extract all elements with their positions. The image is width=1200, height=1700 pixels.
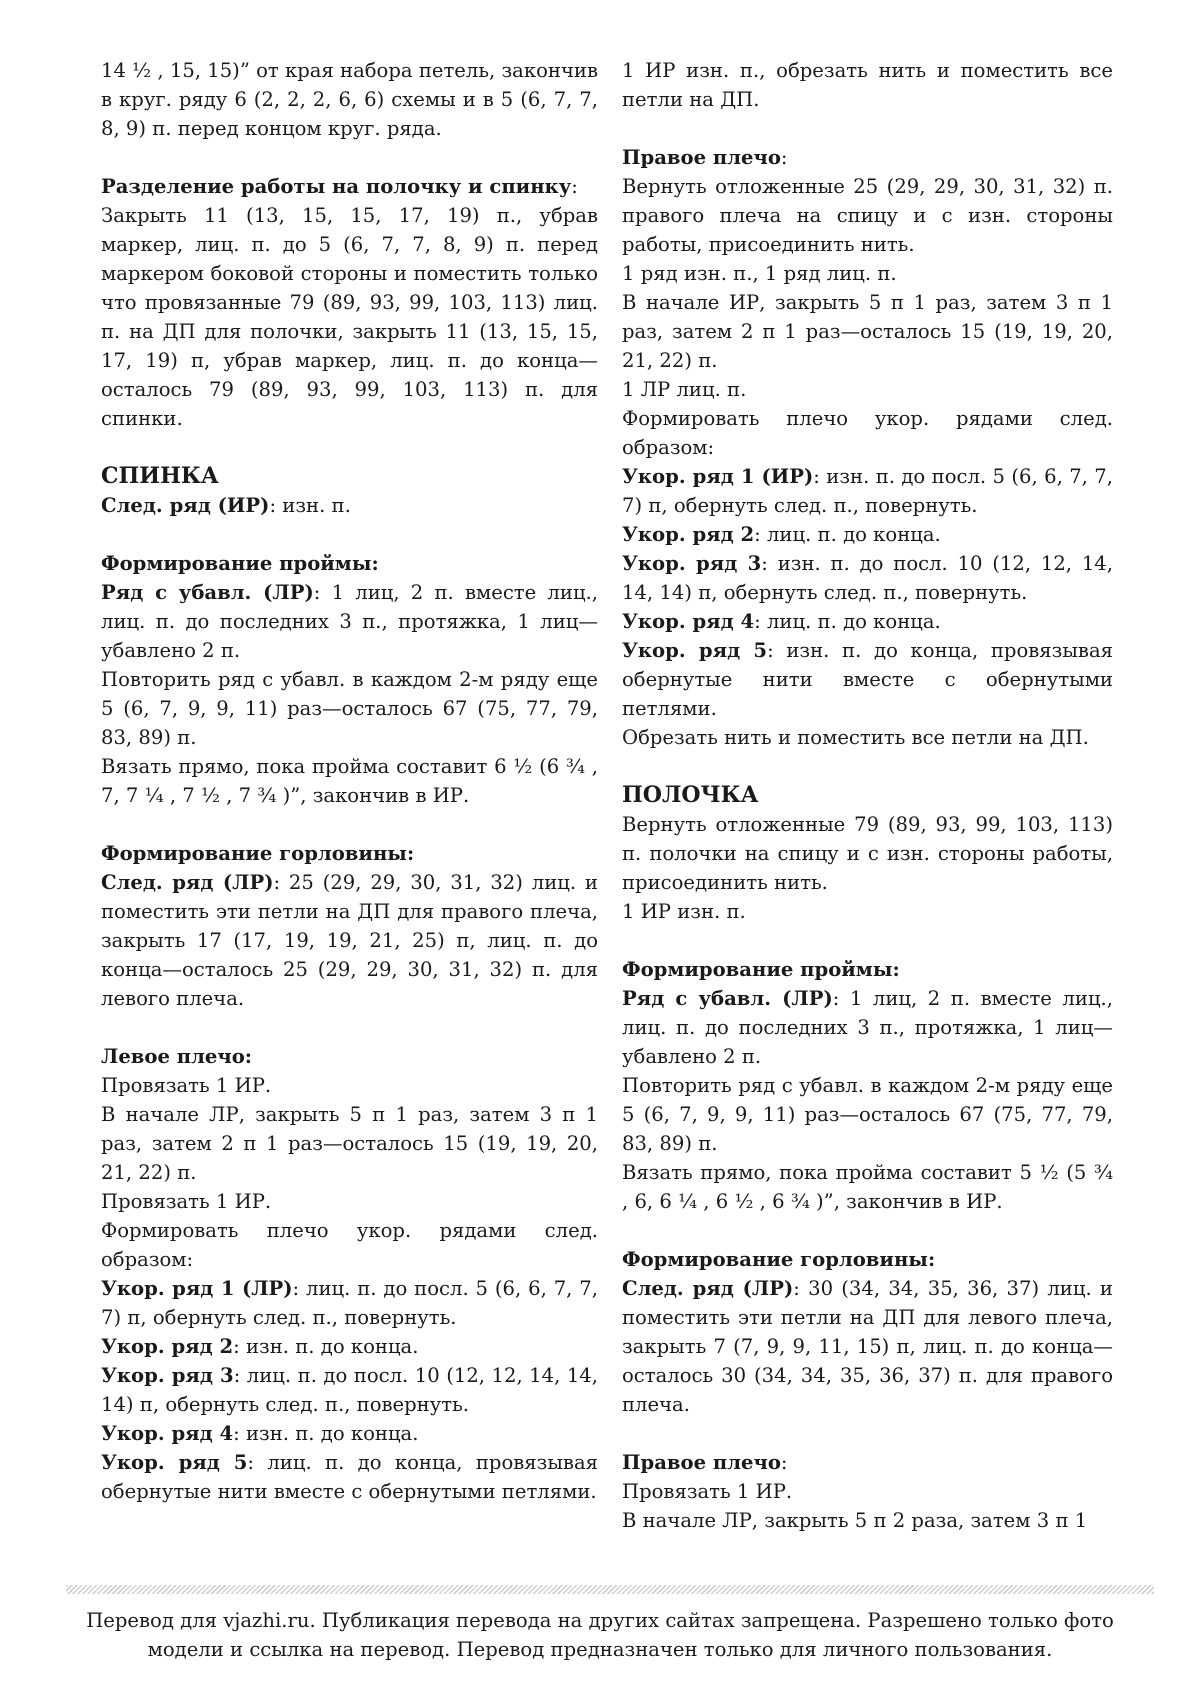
row-label: След. ряд (ЛР) <box>101 871 274 894</box>
instruction-row: След. ряд (ИР): изн. п. <box>101 494 351 517</box>
section-division: Разделение работы на полочку и спинку: <box>101 175 578 198</box>
row-label: Ряд с убавл. (ЛР) <box>101 581 314 604</box>
paragraph: 14 ½ , 15, 15)” от края набора петель, закончив в круг. ряду 6 (2, 2, 2, 6, 6) схемы и в 5 (6, 7, 7, 8, 9) п. перед концом круг. ряда. <box>101 59 598 140</box>
row-label: След. ряд (ИР) <box>101 494 270 517</box>
paragraph: 1 ЛР лиц. п. <box>622 378 747 401</box>
instruction-row: Ряд с убавл. (ЛР): 1 лиц, 2 п. вместе лиц., лиц. п. до последних 3 п., протяжка, 1 лиц—убавлено 2 п. <box>622 987 1113 1068</box>
paragraph: В начале ЛР, закрыть 5 п 1 раз, затем 3 п 1 раз, затем 2 п 1 раз—осталось 15 (19, 19, 20, 21, 22) п. <box>101 1103 598 1184</box>
section-heading-armhole: Формирование проймы: <box>101 552 379 575</box>
paragraph: Вязать прямо, пока пройма составит 5 ½ (5 ¾ , 6, 6 ¼ , 6 ½ , 6 ¾ )”, закончив в ИР. <box>622 1161 1113 1213</box>
instruction-row: Укор. ряд 1 (ЛР): лиц. п. до посл. 5 (6, 6, 7, 7, 7) п, обернуть след. п., повернуть. <box>101 1277 598 1329</box>
instruction-row: Укор. ряд 4: лиц. п. до конца. <box>622 610 941 633</box>
row-label: Укор. ряд 5 <box>622 639 768 662</box>
paragraph: 1 ИР изн. п. <box>622 900 746 923</box>
row-label: Укор. ряд 4 <box>622 610 755 633</box>
instruction-row: Укор. ряд 5: лиц. п. до конца, провязывая обернутые нити вместе с обернутыми петлями. <box>101 1451 599 1503</box>
paragraph: Обрезать нить и поместить все петли на ДП. <box>622 726 1089 749</box>
paragraph: 1 ИР изн. п., обрезать нить и поместить все петли на ДП. <box>622 59 1113 111</box>
row-label: Укор. ряд 5 <box>101 1451 248 1474</box>
right-column <box>622 56 1113 1535</box>
row-label: Укор. ряд 2 <box>101 1335 234 1358</box>
row-label: След. ряд (ЛР) <box>622 1277 794 1300</box>
left-column <box>101 56 598 1506</box>
paragraph: Повторить ряд с убавл. в каждом 2-м ряду еще 5 (6, 7, 9, 9, 11) раз—осталось 67 (75, 77, 79, 83, 89) п. <box>101 668 598 749</box>
paragraph: В начале ЛР, закрыть 5 п 2 раза, затем 3 п 1 <box>622 1509 1088 1532</box>
section-right-shoulder-front: Правое плечо: <box>622 1451 788 1474</box>
paragraph: 1 ряд изн. п., 1 ряд лиц. п. <box>622 262 897 285</box>
row-label: Укор. ряд 1 (ЛР) <box>101 1277 293 1300</box>
paragraph: Формировать плечо укор. рядами след. образом: <box>622 407 1113 459</box>
section-heading-armhole: Формирование проймы: <box>622 958 900 981</box>
instruction-row: Укор. ряд 3: изн. п. до посл. 10 (12, 12, 14, 14, 14) п, обернуть след. п., повернуть. <box>622 552 1113 604</box>
section-heading: Правое плечо <box>622 146 781 169</box>
section-heading-neck: Формирование горловины: <box>101 842 415 865</box>
paragraph: Провязать 1 ИР. <box>101 1190 272 1213</box>
paragraph: Вернуть отложенные 79 (89, 93, 99, 103, 113) п. полочки на спицу и с изн. стороны работы, присоединить нить. <box>622 813 1113 894</box>
footer-note: Перевод для vjazhi.ru. Публикация перевода на других сайтах запрещена. Разрешено только фото модели и ссылка на перевод. Перевод предназначен только для личного пользования. <box>86 1609 1114 1661</box>
instruction-row: След. ряд (ЛР): 30 (34, 34, 35, 36, 37) лиц. и поместить эти петли на ДП для левого плеча, закрыть 7 (7, 9, 9, 11, 15) п, лиц. п. до конца—осталось 30 (34, 34, 35, 36, 37) п. для правого плеча. <box>622 1277 1113 1416</box>
footer-divider <box>66 1585 1154 1594</box>
instruction-row: След. ряд (ЛР): 25 (29, 29, 30, 31, 32) лиц. и поместить эти петли на ДП для правого плеча, закрыть 17 (17, 19, 19, 21, 25) п, лиц. п. до конца—осталось 25 (29, 29, 30, 31, 32) п. для левого плеча. <box>101 871 598 1010</box>
instruction-row: Укор. ряд 2: лиц. п. до конца. <box>622 523 941 546</box>
section-title-front: ПОЛОЧКА <box>622 782 759 808</box>
section-heading: Правое плечо <box>622 1451 781 1474</box>
paragraph: Провязать 1 ИР. <box>101 1074 272 1097</box>
paragraph: В начале ИР, закрыть 5 п 1 раз, затем 3 п 1 раз, затем 2 п 1 раз—осталось 15 (19, 19, 20, 21, 22) п. <box>622 291 1113 372</box>
paragraph: Закрыть 11 (13, 15, 15, 17, 19) п., убрав маркер, лиц. п. до 5 (6, 7, 7, 8, 9) п. перед маркером боковой стороны и поместить только что провязанные 79 (89, 93, 99, 103, 113) лиц. п. на ДП для полочки, закрыть 11 (13, 15, 15, 17, 19) п, убрав маркер, лиц. п. до конца—осталось 79 (89, 93, 99, 103, 113) п. для спинки. <box>101 204 598 430</box>
paragraph: Провязать 1 ИР. <box>622 1480 793 1503</box>
instruction-row: Укор. ряд 1 (ИР): изн. п. до посл. 5 (6, 6, 7, 7, 7) п, обернуть след. п., повернуть. <box>622 465 1113 517</box>
paragraph: Вернуть отложенные 25 (29, 29, 30, 31, 32) п. правого плеча на спицу и с изн. стороны работы, присоединить нить. <box>622 175 1113 256</box>
instruction-row: Укор. ряд 2: изн. п. до конца. <box>101 1335 419 1358</box>
instruction-row: Укор. ряд 4: изн. п. до конца. <box>101 1422 419 1445</box>
paragraph: Повторить ряд с убавл. в каждом 2-м ряду еще 5 (6, 7, 9, 9, 11) раз—осталось 67 (75, 77, 79, 83, 89) п. <box>622 1074 1113 1155</box>
section-title-back: СПИНКА <box>101 463 219 489</box>
paragraph: Вязать прямо, пока пройма составит 6 ½ (6 ¾ , 7, 7 ¼ , 7 ½ , 7 ¾ )”, закончив в ИР. <box>101 755 598 807</box>
instruction-row: Ряд с убавл. (ЛР): 1 лиц, 2 п. вместе лиц., лиц. п. до последних 3 п., протяжка, 1 лиц—убавлено 2 п. <box>101 581 598 662</box>
instruction-row: Укор. ряд 3: лиц. п. до посл. 10 (12, 12, 14, 14, 14) п, обернуть след. п., повернуть. <box>101 1364 598 1416</box>
row-label: Укор. ряд 2 <box>622 523 755 546</box>
section-heading-left-shoulder: Левое плечо: <box>101 1045 253 1068</box>
row-label: Укор. ряд 4 <box>101 1422 234 1445</box>
section-right-shoulder: Правое плечо: <box>622 146 788 169</box>
row-label: Укор. ряд 3 <box>101 1364 234 1387</box>
row-label: Укор. ряд 3 <box>622 552 762 575</box>
section-heading-neck: Формирование горловины: <box>622 1248 936 1271</box>
row-label: Укор. ряд 1 (ИР) <box>622 465 814 488</box>
row-label: Ряд с убавл. (ЛР) <box>622 987 833 1010</box>
paragraph: Формировать плечо укор. рядами след. образом: <box>101 1219 598 1271</box>
section-heading: Разделение работы на полочку и спинку <box>101 175 572 198</box>
instruction-row: Укор. ряд 5: изн. п. до конца, провязывая обернутые нити вместе с обернутыми петлями. <box>622 639 1113 720</box>
